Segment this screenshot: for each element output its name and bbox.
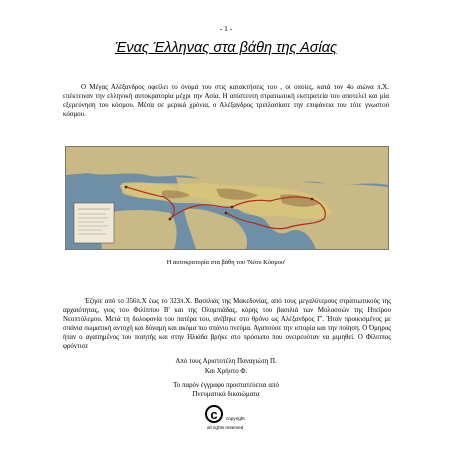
map-city-dot [225,212,228,215]
map-caption: Η αυτοκρατορία στα βάθη του 'Νέου Κόσμου' [166,259,286,266]
second-author: Και Χρήστο Φ. [204,368,248,375]
page-number: - 1 - [219,24,233,33]
map-city-dot [125,186,128,189]
bio-paragraph: Έζησε από το 356π.Χ έως το 323π.Χ. Βασιλιάς της Μακεδονίας, από τους μεγαλύτερους στρατιωτικούς της αρχαιότητας, γιος του Φιλίππου Β' και της Ολυμπιάδας, κόρης του βασιλιά των Μολοσσών της Ηπείρου Νεοπτόλεμου. Μετά τη δολοφονία του πατέρα του, ανέβηκε στο θρόνο ως Αλέξανδρος Γ'. Ήταν προικισμένος με σπάνια σωματική αντοχή και δύναμη και ακόμα πιο σπάνιο πνεύμα. Αγαπούσε την ιστορία και την ποίηση. Ο Όμηρος ήταν ο αγαπημένος του ποιητής και στην Ηλιάδα βρήκε στο πρόσωπο που ονειρευόταν να μιμηθεί. Ο Φίλιππος φρόντισε [63,298,391,350]
copyright-icon: c [205,405,223,423]
map-city-dot [311,198,314,201]
page-title: Ένας Έλληνας στα βάθη της Ασίας [114,40,338,56]
authors-line: Από τους Αριστοτέλη Παναγιώτη Π. [175,358,277,365]
map-city-dot [231,206,234,209]
protection-notice-1: Το παρόν έγγραφο προστατεύεται από [173,382,279,389]
copyright-label: copyright [226,416,245,421]
empire-map [65,146,389,250]
rights-label: all rights reserved [207,425,244,430]
protection-notice-2: Πνευματικά δικαιώματα [192,391,260,398]
map-city-dot [169,218,172,221]
map-graphic [66,147,388,249]
intro-paragraph: Ο Μέγας Αλέξανδρος οφείλει το όνομά του στις κατακτήσεις του , οι οποίες, κατά τον 4ο αιώνα π.Χ. επέκτειναν την ελληνική αυτοκρατορία μέχρι την Ασία. Η απίστευτη στρατιωτική εκστρατεία του αποτελεί και μία εξερεύνηση του κόσμου. Μέσα σε μερικά χρόνια, ο Αλέξανδρος τριπλασίασε την επιφάνεια του τότε γνωστού κόσμου. [63,84,389,118]
